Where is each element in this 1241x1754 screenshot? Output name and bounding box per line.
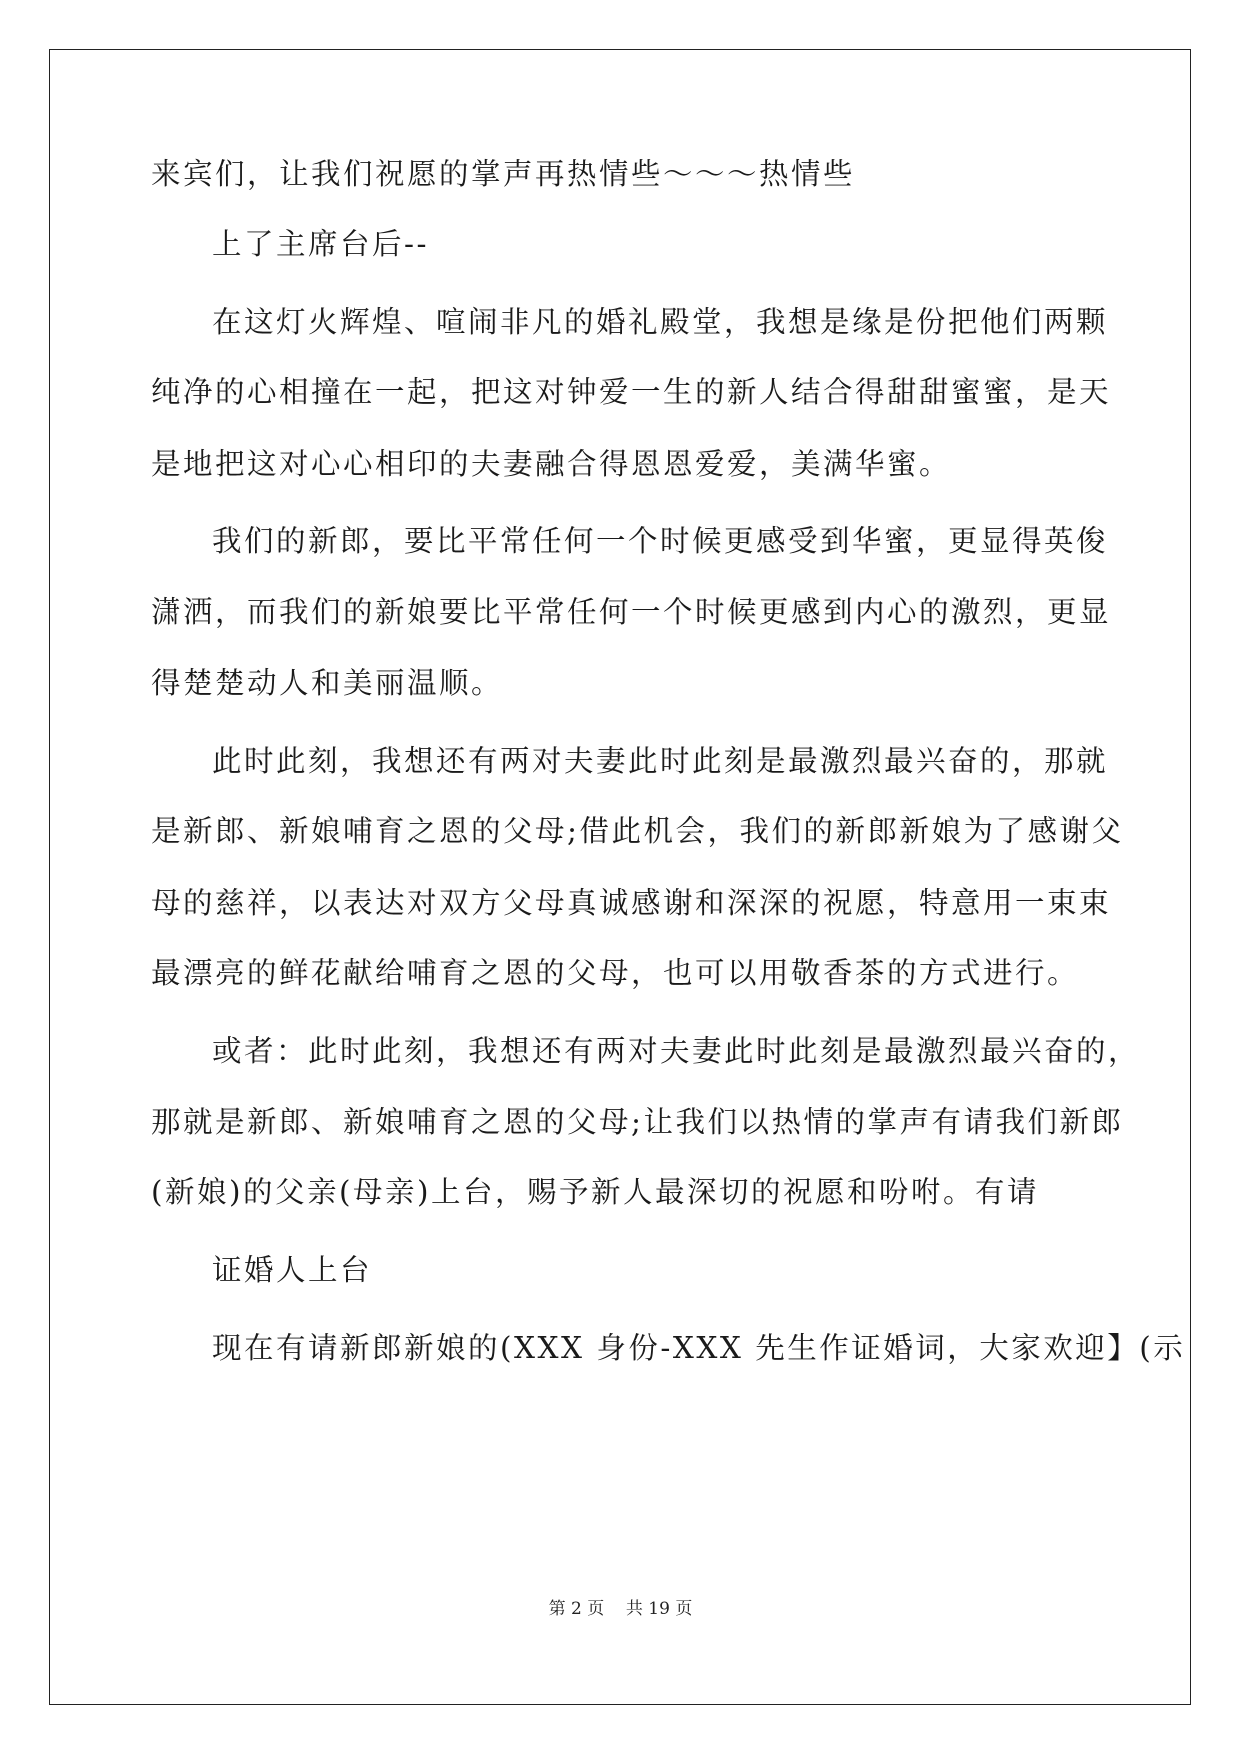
text-line: 得楚楚动人和美丽温顺。 [151, 666, 504, 700]
text-line: (新娘)的父亲(母亲)上台，赐予新人最深切的祝愿和吩咐。有请 [151, 1175, 1040, 1209]
paragraph-start: 或者：此时此刻，我想还有两对夫妻此时此刻是最激烈最兴奋的， [212, 1034, 1141, 1068]
paragraph-start: 现在有请新郎新娘的(XXX 身份-XXX 先生作证婚词，大家欢迎】(示 [212, 1331, 1186, 1365]
text-line: 母的慈祥，以表达对双方父母真诚感谢和深深的祝愿，特意用一束束 [151, 886, 1112, 920]
text-line: 是地把这对心心相印的夫妻融合得恩恩爱爱，美满华蜜。 [151, 447, 952, 481]
paragraph-start: 在这灯火辉煌、喧闹非凡的婚礼殿堂，我想是缘是份把他们两颗 [212, 305, 1109, 339]
page-frame [49, 49, 1191, 1705]
text-line: 潇洒，而我们的新娘要比平常任何一个时候更感到内心的激烈，更显 [151, 595, 1112, 629]
text-line: 那就是新郎、新娘哺育之恩的父母;让我们以热情的掌声有请我们新郎 [151, 1105, 1124, 1139]
paragraph-start: 此时此刻，我想还有两对夫妻此时此刻是最激烈最兴奋的，那就 [212, 744, 1109, 778]
paragraph-start: 我们的新郎，要比平常任何一个时候更感受到华蜜，更显得英俊 [212, 524, 1109, 558]
text-line: 最漂亮的鲜花献给哺育之恩的父母，也可以用敬香茶的方式进行。 [151, 956, 1080, 990]
text-line: 是新郎、新娘哺育之恩的父母;借此机会，我们的新郎新娘为了感谢父 [151, 814, 1124, 848]
text-line: 来宾们，让我们祝愿的掌声再热情些～～～热情些 [151, 157, 856, 191]
text-line: 上了主席台后-- [212, 227, 429, 261]
text-line: 纯净的心相撞在一起，把这对钟爱一生的新人结合得甜甜蜜蜜，是天 [151, 375, 1112, 409]
paragraph-start: 证婚人上台 [212, 1253, 373, 1287]
page-number: 第 2 页 共 19 页 [548, 1599, 693, 1619]
